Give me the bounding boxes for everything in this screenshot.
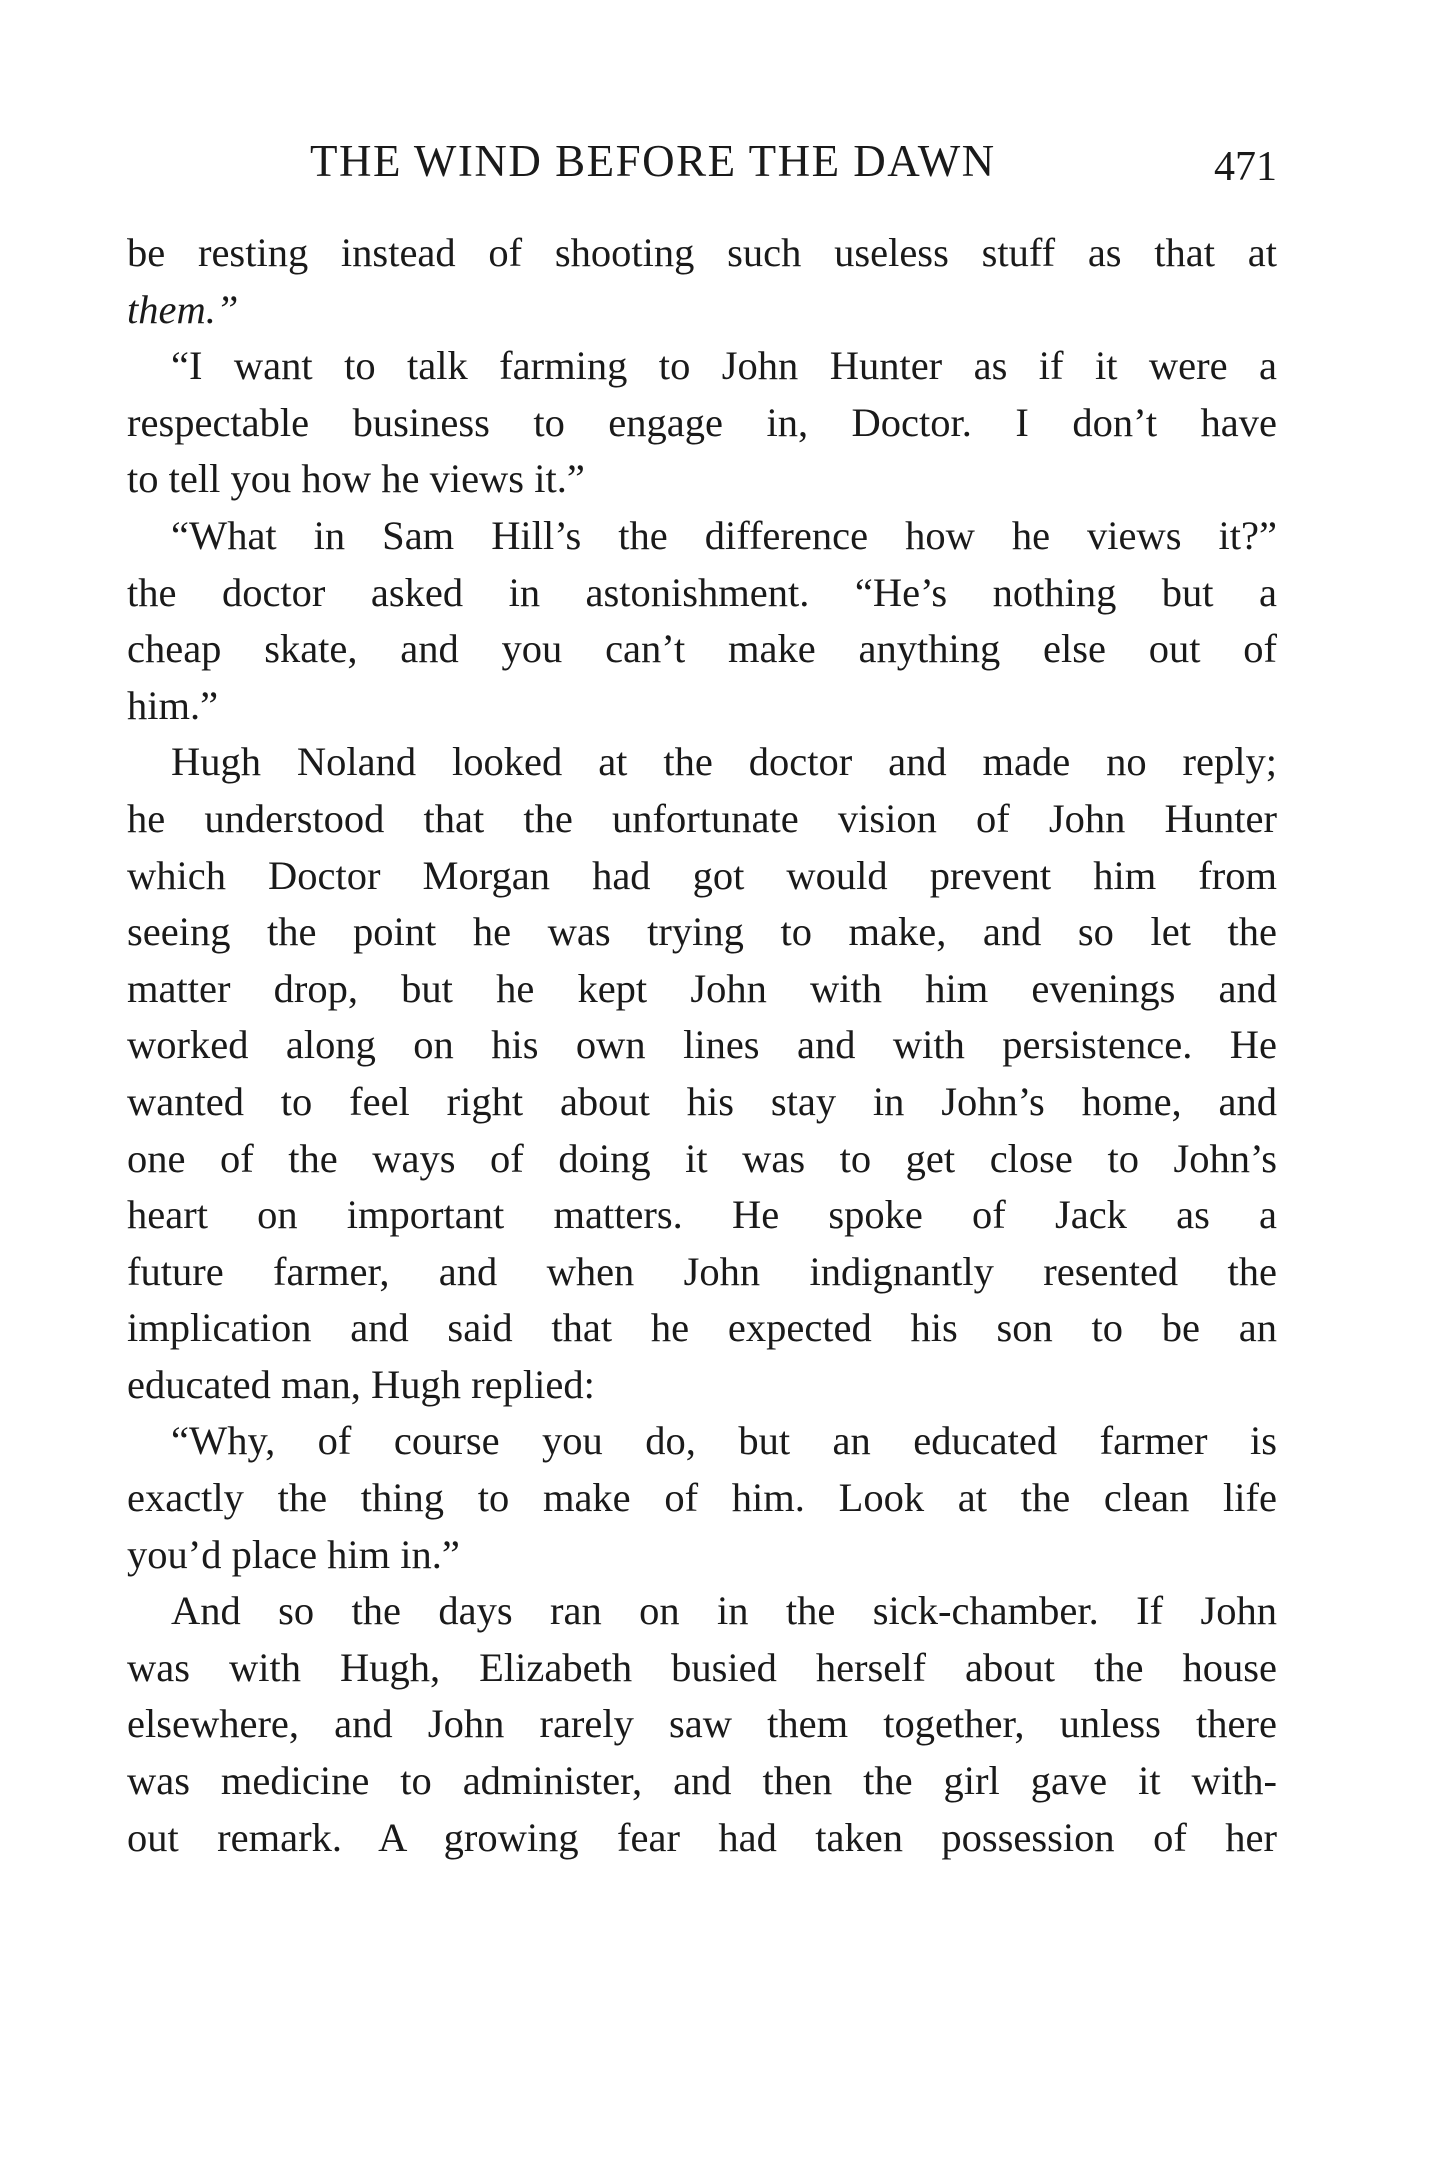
text-line: “I want to talk farming to John Hunter as if it were a — [171, 343, 1277, 389]
text-line: cheap skate, and you can’t make anything else out of — [127, 626, 1277, 672]
text-line: was medicine to administer, and then the girl gave it with- — [127, 1758, 1277, 1804]
text-line: “What in Sam Hill’s the difference how he views it?” — [171, 512, 1277, 558]
text-line: And so the days ran on in the sick-chamber. If John — [171, 1588, 1277, 1634]
text-line: wanted to feel right about his stay in John’s home, and — [127, 1078, 1277, 1124]
text-line: exactly the thing to make of him. Look at the clean life — [127, 1475, 1277, 1521]
text-line: heart on important matters. He spoke of Jack as a — [127, 1192, 1277, 1238]
text-line: the doctor asked in astonishment. “He’s nothing but a — [127, 569, 1277, 615]
text-line: “Why, of course you do, but an educated farmer is — [171, 1418, 1277, 1464]
text-line: him.” — [127, 682, 219, 728]
text-line: be resting instead of shooting such useless stuff as that at — [127, 230, 1277, 275]
text-line: Hugh Noland looked at the doctor and made no reply; — [171, 739, 1277, 785]
text-line: implication and said that he expected his son to be an — [127, 1305, 1277, 1351]
text-line: them.” — [127, 286, 239, 332]
text-line: which Doctor Morgan had got would prevent him from — [127, 852, 1277, 898]
text-line: future farmer, and when John indignantly resented the — [127, 1248, 1277, 1294]
text-line: was with Hugh, Elizabeth busied herself about the house — [127, 1644, 1277, 1690]
text-line: respectable business to engage in, Doctor. I don’t have — [127, 399, 1277, 445]
text-line: educated man, Hugh replied: — [127, 1361, 595, 1407]
text-line: to tell you how he views it.” — [127, 456, 585, 502]
page-header — [127, 135, 1277, 195]
text-line: you’d place him in.” — [127, 1531, 460, 1577]
text-line: elsewhere, and John rarely saw them together, unless there — [127, 1701, 1277, 1747]
text-line: worked along on his own lines and with persistence. He — [127, 1022, 1277, 1068]
running-title: THE WIND BEFORE THE DAWN — [310, 136, 996, 186]
text-line: matter drop, but he kept John with him evenings and — [127, 965, 1277, 1011]
text-line: out remark. A growing fear had taken possession of her — [127, 1814, 1277, 1860]
text-line: one of the ways of doing it was to get close to John’s — [127, 1135, 1277, 1181]
text-line: he understood that the unfortunate vision of John Hunter — [127, 795, 1277, 841]
body-text — [127, 225, 1277, 1866]
text-line: seeing the point he was trying to make, and so let the — [127, 909, 1277, 955]
page-number: 471 — [1214, 144, 1277, 190]
